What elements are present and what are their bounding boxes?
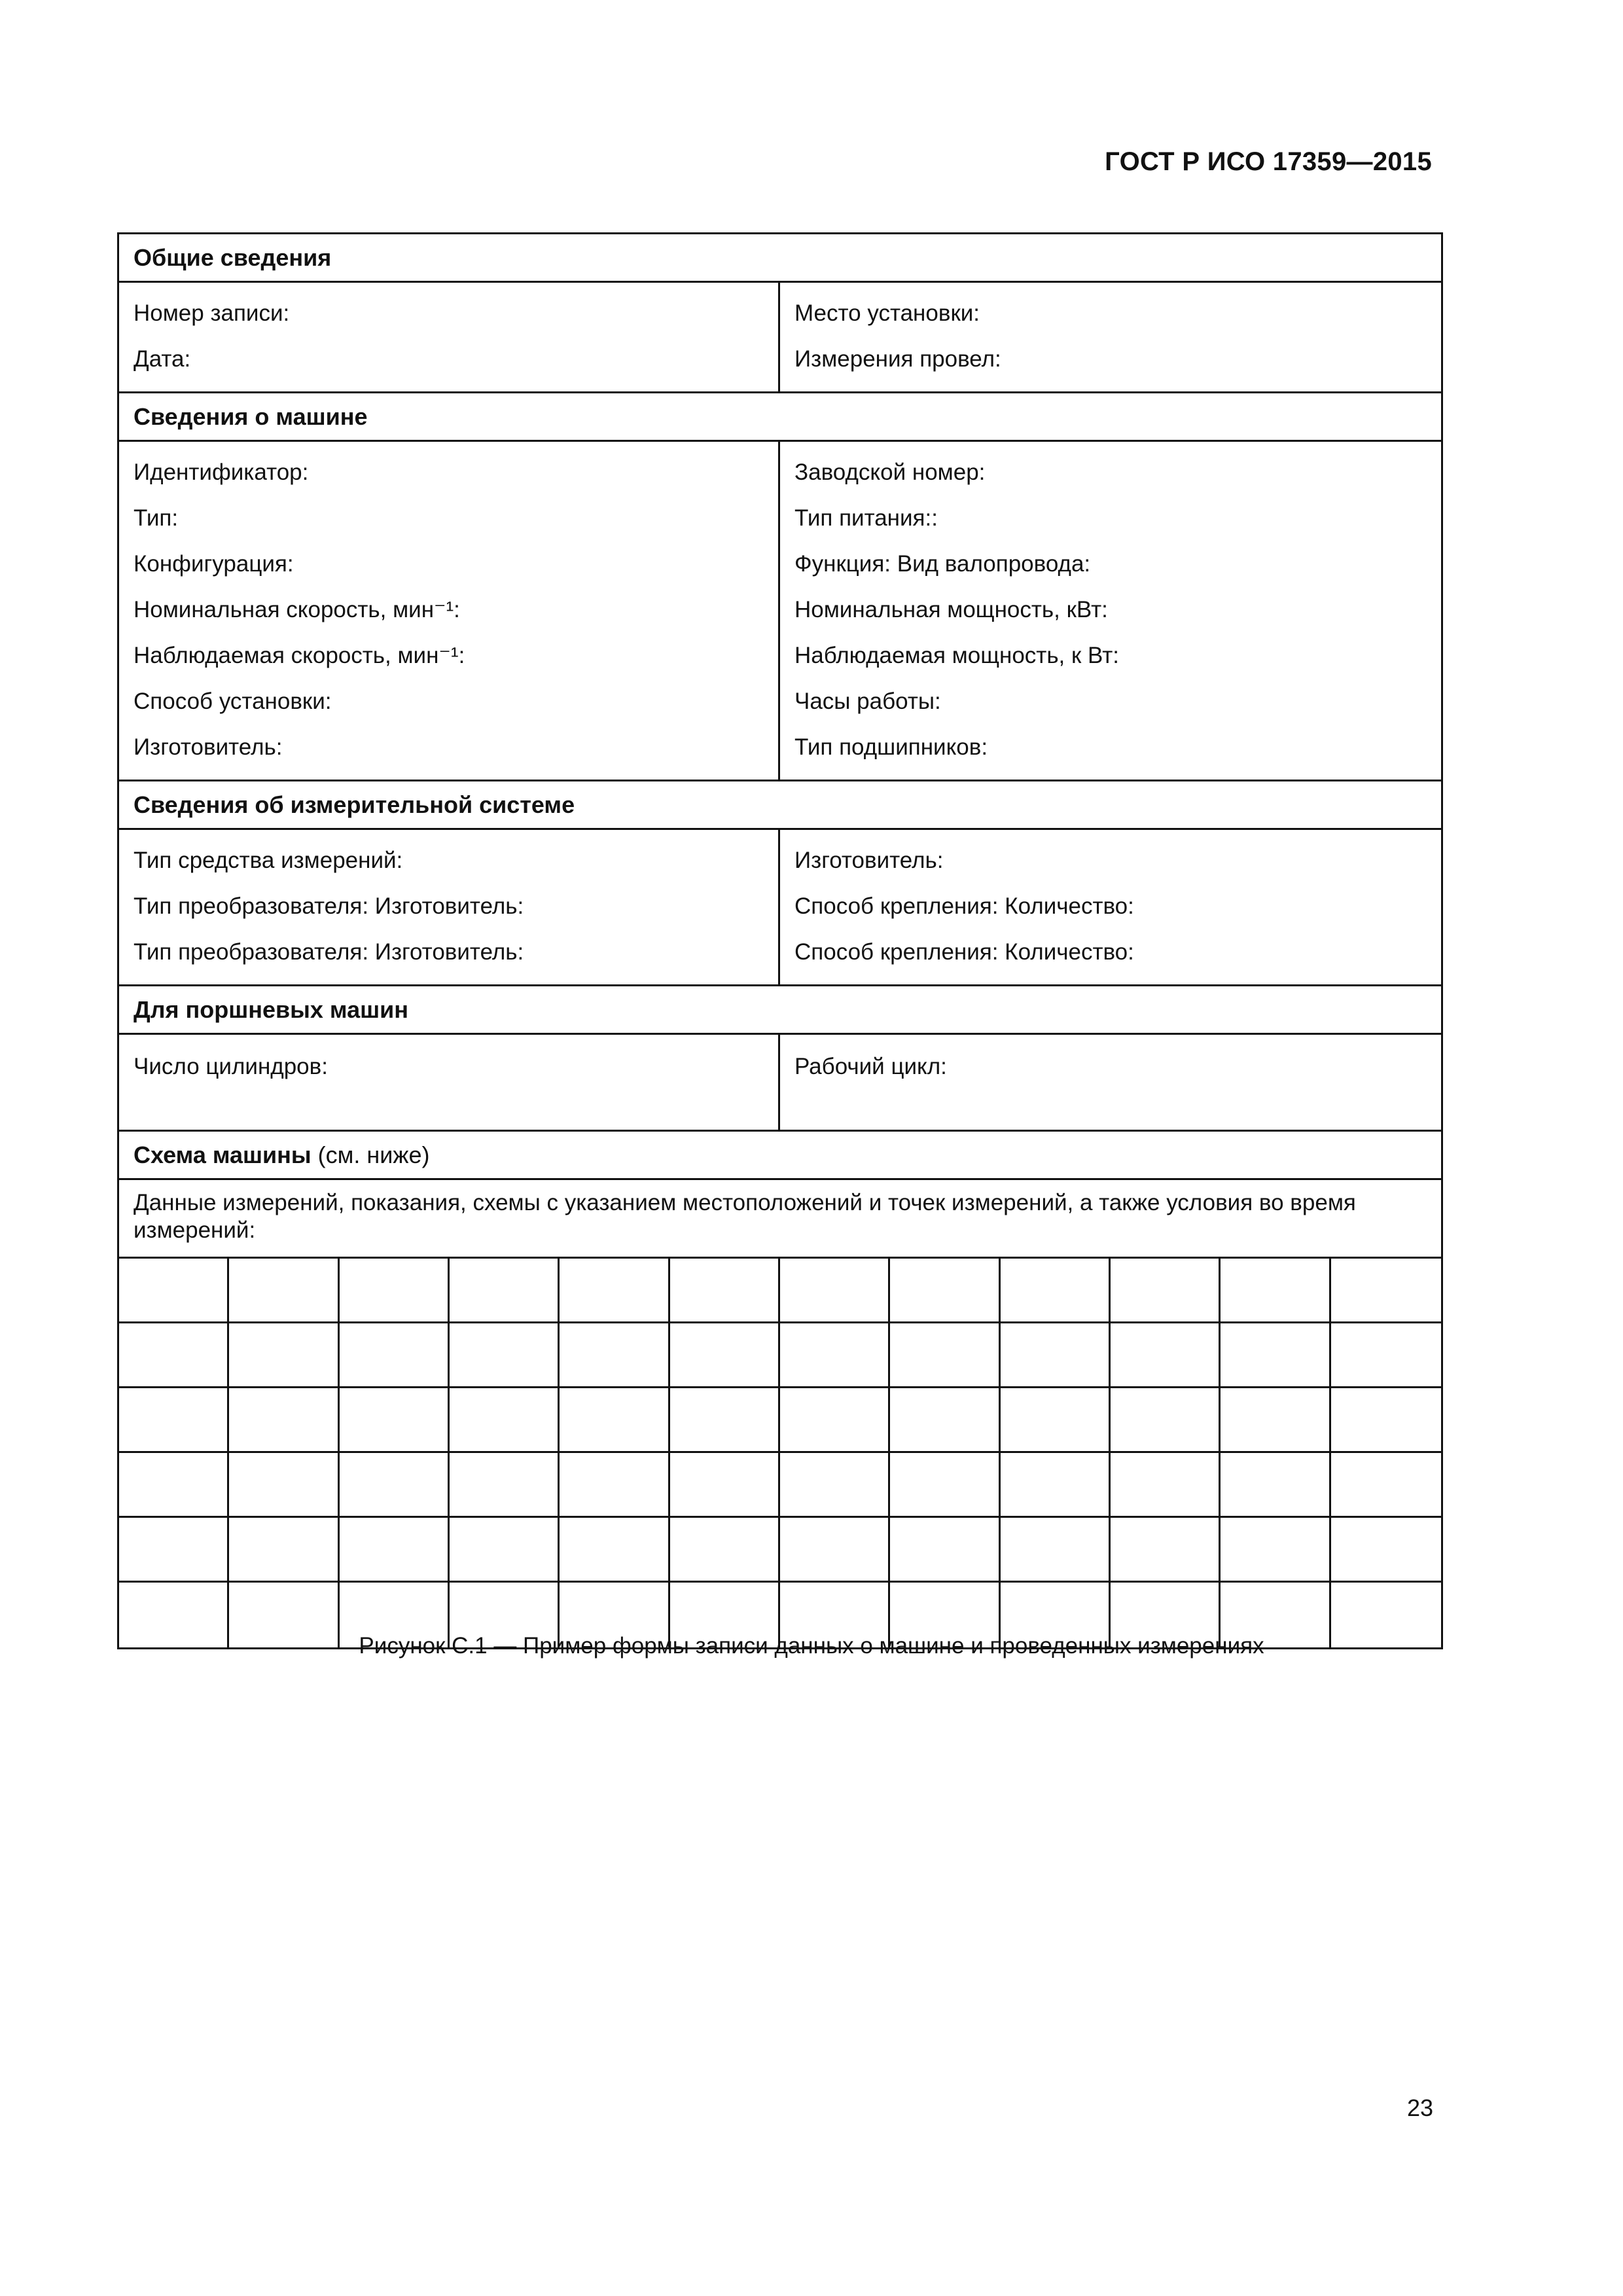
grid-cell[interactable] — [1221, 1259, 1330, 1323]
measurement-data-note: Данные измерений, показания, схемы с указанием местоположений и точек измерений, а также условия во время измерений: — [119, 1180, 1441, 1259]
machine-fields — [119, 442, 1441, 781]
configuration-field[interactable]: Конфигурация: — [134, 551, 294, 577]
date-field[interactable]: Дата: — [134, 346, 191, 372]
mounting-1-field[interactable]: Способ крепления: Количество: — [794, 893, 1134, 919]
system-manufacturer-field[interactable]: Изготовитель: — [794, 848, 944, 873]
grid-cell[interactable] — [119, 1388, 229, 1453]
record-number-field[interactable]: Номер записи: — [134, 300, 290, 326]
grid-cell[interactable] — [1111, 1453, 1221, 1518]
section-piston-title: Для поршневых машин — [119, 986, 1441, 1035]
section-machine-title: Сведения о машине — [119, 393, 1441, 442]
function-shaft-field[interactable]: Функция: Вид валопровода: — [794, 551, 1091, 577]
grid-cell[interactable] — [1111, 1323, 1221, 1388]
operating-hours-field[interactable]: Часы работы: — [794, 689, 941, 714]
piston-fields — [119, 1035, 1441, 1132]
bearing-type-field[interactable]: Тип подшипников: — [794, 734, 988, 760]
grid-cell[interactable] — [1221, 1323, 1330, 1388]
grid-cell[interactable] — [1331, 1453, 1441, 1518]
observed-power-field[interactable]: Наблюдаемая мощность, к Вт: — [794, 643, 1119, 668]
power-type-field[interactable]: Тип питания:: — [794, 505, 938, 531]
grid-cell[interactable] — [670, 1259, 780, 1323]
observed-speed-field[interactable]: Наблюдаемая скорость, мин⁻¹: — [134, 643, 465, 668]
document-code: ГОСТ Р ИСО 17359—2015 — [1105, 147, 1432, 176]
section-measurement-system-title: Сведения об измерительной системе — [119, 781, 1441, 830]
grid-cell[interactable] — [1331, 1259, 1441, 1323]
grid-cell[interactable] — [340, 1453, 450, 1518]
identifier-field[interactable]: Идентификатор: — [134, 459, 309, 485]
grid-cell[interactable] — [450, 1259, 560, 1323]
grid-cell[interactable] — [119, 1323, 229, 1388]
grid-cell[interactable] — [229, 1259, 339, 1323]
grid-cell[interactable] — [229, 1388, 339, 1453]
figure-caption: Рисунок С.1 — Пример формы записи данных о машине и проведенных измерениях — [359, 1633, 1264, 1659]
grid-cell[interactable] — [1331, 1518, 1441, 1583]
grid-cell[interactable] — [780, 1259, 890, 1323]
general-fields — [119, 283, 1441, 393]
mounting-method-field[interactable]: Способ установки: — [134, 689, 332, 714]
grid-cell[interactable] — [1331, 1323, 1441, 1388]
grid-cell[interactable] — [670, 1453, 780, 1518]
grid-cell[interactable] — [890, 1453, 1000, 1518]
instrument-type-field[interactable]: Тип средства измерений: — [134, 848, 403, 873]
measurement-system-fields — [119, 830, 1441, 986]
grid-cell[interactable] — [890, 1388, 1000, 1453]
grid-cell[interactable] — [229, 1518, 339, 1583]
grid-cell[interactable] — [1001, 1323, 1111, 1388]
grid-cell[interactable] — [780, 1323, 890, 1388]
grid-cell[interactable] — [450, 1518, 560, 1583]
cylinder-count-field[interactable]: Число цилиндров: — [134, 1054, 328, 1079]
mounting-2-field[interactable]: Способ крепления: Количество: — [794, 939, 1134, 965]
transducer-2-field[interactable]: Тип преобразователя: Изготовитель: — [134, 939, 524, 965]
grid-cell[interactable] — [1001, 1388, 1111, 1453]
grid-cell[interactable] — [119, 1453, 229, 1518]
grid-cell[interactable] — [229, 1453, 339, 1518]
grid-cell[interactable] — [1001, 1518, 1111, 1583]
scheme-title-bold: Схема машины — [134, 1141, 312, 1168]
installation-place-field[interactable]: Место установки: — [794, 300, 980, 326]
grid-cell[interactable] — [1221, 1388, 1330, 1453]
grid-cell[interactable] — [119, 1518, 229, 1583]
serial-number-field[interactable]: Заводской номер: — [794, 459, 986, 485]
grid-cell[interactable] — [1111, 1259, 1221, 1323]
grid-cell[interactable] — [450, 1388, 560, 1453]
grid-cell[interactable] — [450, 1323, 560, 1388]
type-field[interactable]: Тип: — [134, 505, 179, 531]
grid-cell[interactable] — [1331, 1388, 1441, 1453]
grid-cell[interactable] — [1111, 1518, 1221, 1583]
grid-cell[interactable] — [670, 1388, 780, 1453]
grid-cell[interactable] — [890, 1518, 1000, 1583]
grid-cell[interactable] — [560, 1259, 669, 1323]
grid-cell[interactable] — [1221, 1453, 1330, 1518]
grid-cell[interactable] — [890, 1323, 1000, 1388]
grid-cell[interactable] — [560, 1323, 669, 1388]
measurement-grid — [119, 1259, 1441, 1647]
grid-cell[interactable] — [560, 1453, 669, 1518]
grid-cell[interactable] — [560, 1518, 669, 1583]
machine-record-form — [117, 232, 1443, 1649]
section-general-title: Общие сведения — [119, 234, 1441, 283]
grid-cell[interactable] — [670, 1323, 780, 1388]
grid-cell[interactable] — [340, 1388, 450, 1453]
grid-cell[interactable] — [890, 1259, 1000, 1323]
grid-cell[interactable] — [119, 1259, 229, 1323]
page-number: 23 — [1406, 2094, 1433, 2121]
grid-cell[interactable] — [450, 1453, 560, 1518]
grid-cell[interactable] — [780, 1518, 890, 1583]
grid-cell[interactable] — [670, 1518, 780, 1583]
grid-cell[interactable] — [340, 1323, 450, 1388]
section-scheme-title — [119, 1132, 1441, 1180]
grid-cell[interactable] — [780, 1388, 890, 1453]
grid-cell[interactable] — [340, 1259, 450, 1323]
grid-cell[interactable] — [1111, 1388, 1221, 1453]
grid-cell[interactable] — [1221, 1518, 1330, 1583]
transducer-1-field[interactable]: Тип преобразователя: Изготовитель: — [134, 893, 524, 919]
rated-power-field[interactable]: Номинальная мощность, кВт: — [794, 597, 1108, 622]
measured-by-field[interactable]: Измерения провел: — [794, 346, 1001, 372]
scheme-title-note: (см. ниже) — [317, 1141, 430, 1168]
rated-speed-field[interactable]: Номинальная скорость, мин⁻¹: — [134, 597, 460, 622]
grid-cell[interactable] — [229, 1323, 339, 1388]
grid-cell[interactable] — [560, 1388, 669, 1453]
grid-cell[interactable] — [780, 1453, 890, 1518]
work-cycle-field[interactable]: Рабочий цикл: — [794, 1054, 947, 1079]
machine-manufacturer-field[interactable]: Изготовитель: — [134, 734, 283, 760]
grid-cell[interactable] — [340, 1518, 450, 1583]
grid-cell[interactable] — [1001, 1259, 1111, 1323]
grid-cell[interactable] — [1001, 1453, 1111, 1518]
